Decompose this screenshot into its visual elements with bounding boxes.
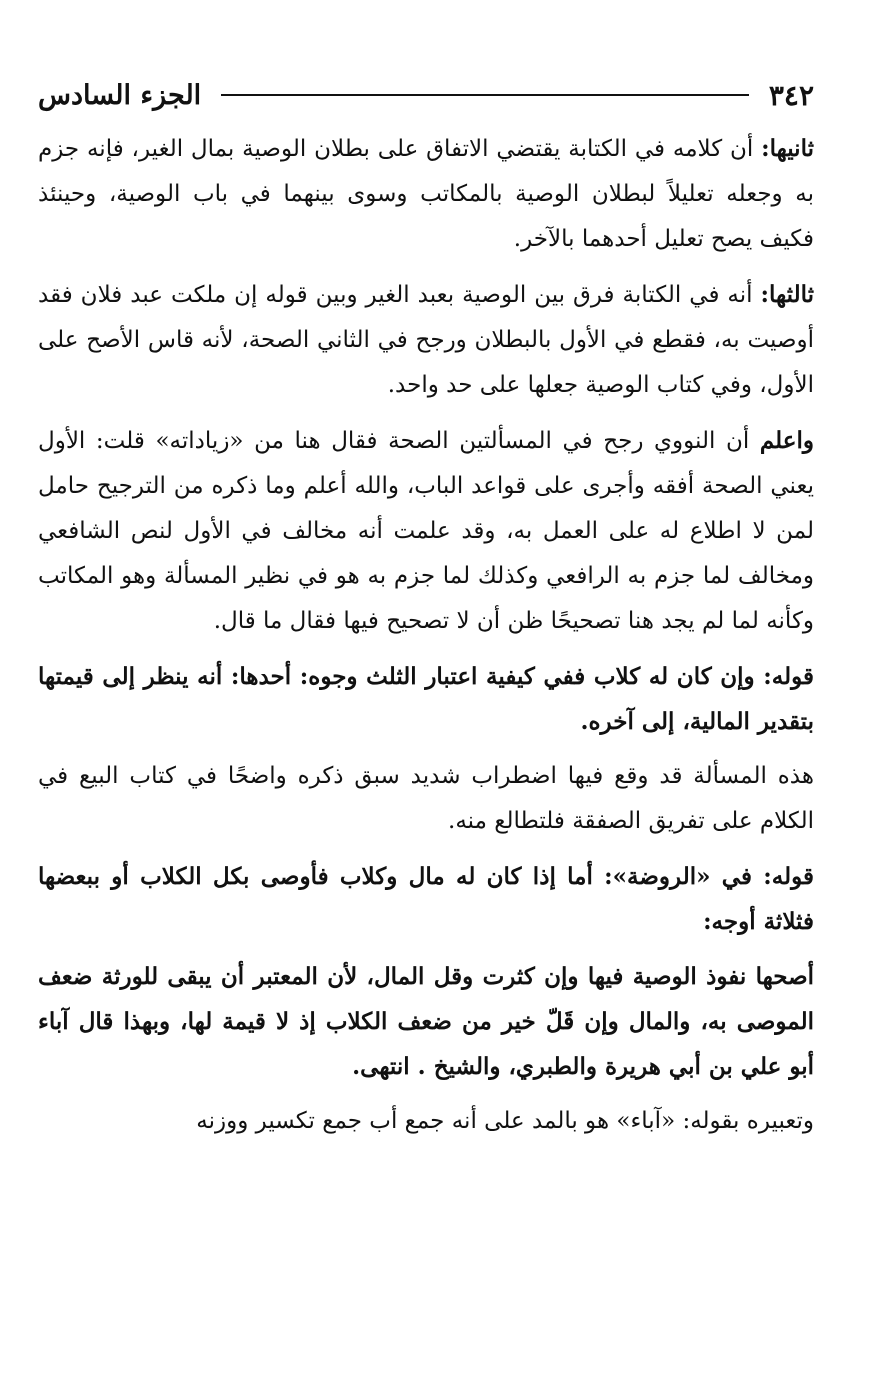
paragraph-second <box>38 126 814 262</box>
paragraph-text: أن كلامه في الكتابة يقتضي الاتفاق على بطلان الوصية بمال الغير، فإنه جزم به وجعله تعليلاً لبطلان الوصية بالمكاتب وسوى بينهما في باب الوصية، وحينئذ فكيف يصح تعليل أحدهما بالآخر. <box>38 136 814 252</box>
paragraph-know <box>38 418 814 644</box>
document-page <box>38 70 814 1154</box>
section-title: الجزء السادس <box>38 79 202 111</box>
paragraph-lead: ثالثها: <box>760 281 814 308</box>
header-rule <box>221 94 749 96</box>
page-number: ٣٤٢ <box>768 78 814 112</box>
paragraph-third <box>38 272 814 408</box>
paragraph-text: أنه في الكتابة فرق بين الوصية بعبد الغير وبين قوله إن ملكت عبد فلان فقد أوصيت به، فقطع في الأول بالبطلان ورجح في الثاني الصحة، لأنه قاس الأصح على الأول، وفي كتاب الوصية جعلها على حد واحد. <box>38 282 814 398</box>
paragraph-lead: ثانيها: <box>761 135 814 162</box>
page-header <box>38 70 814 120</box>
quote-rawda: قوله: في «الروضة»: أما إذا كان له مال وكلاب فأوصى بكل الكلاب أو ببعضها فثلاثة أوجه: <box>38 863 814 935</box>
quote-dogs-valuation: قوله: وإن كان له كلاب ففي كيفية اعتبار الثلث وجوه: أحدها: أنه ينظر إلى قيمتها بتقدير المالية، إلى آخره. <box>38 663 814 735</box>
paragraph-lead: واعلم <box>759 427 814 454</box>
paragraph-commentary-sale: هذه المسألة قد وقع فيها اضطراب شديد سبق ذكره واضحًا في كتاب البيع في الكلام على تفريق الصفقة فلتطالع منه. <box>38 763 814 834</box>
paragraph-expression: وتعبيره بقوله: «آباء» هو بالمد على أنه جمع أب جمع تكسير ووزنه <box>196 1108 814 1134</box>
quote-most-correct: أصحها نفوذ الوصية فيها وإن كثرت وقل المال، لأن المعتبر أن يبقى للورثة ضعف الموصى به، والمال وإن قَلّ خير من ضعف الكلاب إذ لا قيمة لها، وبهذا قال آباء أبو علي بن أبي هريرة والطبري، والشيخ . انتهى. <box>38 963 814 1080</box>
paragraph-text: أن النووي رجح في المسألتين الصحة فقال هنا من «زياداته» قلت: الأول يعني الصحة أفقه وأجرى على قواعد الباب، والله أعلم وما ذكره من الترجيح حامل لمن لا اطلاع له على العمل به، وقد علمت أنه مخالف في الأول لنص الشافعي ومخالف لما جزم به الرافعي وكذلك لما جزم به هو في نظير المسألة وهو المكاتب وكأنه لما لم يجد هنا تصحيحًا ظن أن لا تصحيح فيها فقال ما قال. <box>38 428 814 634</box>
